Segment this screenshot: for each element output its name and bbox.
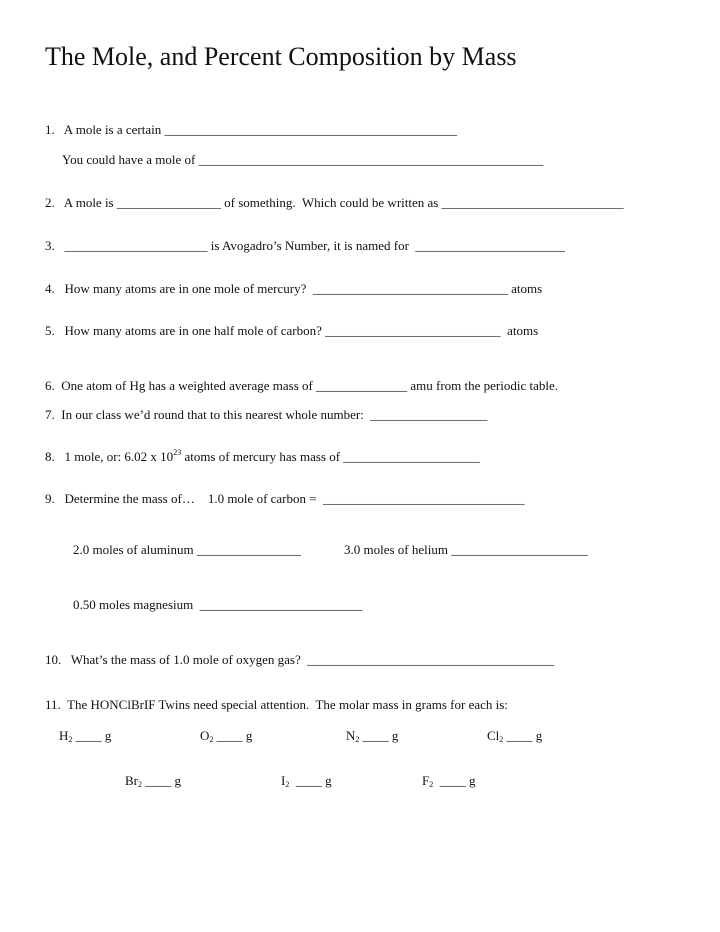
twin-n2 — [346, 728, 398, 744]
question-6: 6. One atom of Hg has a weighted average mass of ______________ amu from the periodic table. — [45, 378, 558, 393]
question-8-end: atoms of mercury has mass of _____________________ — [181, 449, 480, 464]
question-1-followup: You could have a mole of _____________________________________________________ — [62, 152, 544, 167]
question-9-magnesium: 0.50 moles magnesium _________________________ — [73, 597, 363, 612]
element-symbol: H — [59, 728, 69, 743]
question-3: 3. ______________________ is Avogadro’s Number, it is named for _______________________ — [45, 238, 565, 253]
question-8-start: 8. 1 mole, or: 6.02 x 10 — [45, 449, 174, 464]
element-subscript: 2 — [355, 735, 360, 744]
answer-blank: ____ g — [359, 728, 399, 743]
answer-blank: ____ g — [142, 773, 181, 788]
question-5: 5. How many atoms are in one half mole of carbon? ___________________________ atoms — [45, 323, 539, 338]
answer-blank: ____ g — [289, 773, 332, 788]
question-9: 9. Determine the mass of… 1.0 mole of carbon = _______________________________ — [45, 491, 525, 506]
question-9-helium: 3.0 moles of helium _____________________ — [344, 542, 588, 557]
avogadro-exponent: 23 — [173, 448, 182, 457]
question-8 — [45, 449, 480, 465]
answer-blank: ____ g — [503, 728, 543, 743]
element-subscript: 2 — [285, 780, 290, 789]
element-subscript: 2 — [68, 735, 73, 744]
question-7: 7. In our class we’d round that to this nearest whole number: __________________ — [45, 407, 488, 422]
element-symbol: Cl — [487, 728, 500, 743]
element-symbol: I — [281, 773, 286, 788]
question-4: 4. How many atoms are in one mole of mercury? ______________________________ atoms — [45, 281, 543, 296]
element-subscript: 2 — [499, 735, 504, 744]
element-symbol: N — [346, 728, 356, 743]
answer-blank: ____ g — [72, 728, 112, 743]
question-9-aluminum: 2.0 moles of aluminum ________________ — [73, 542, 301, 557]
question-11: 11. The HONClBrIF Twins need special attention. The molar mass in grams for each is: — [45, 697, 508, 712]
answer-blank: ____ g — [433, 773, 476, 788]
element-symbol: O — [200, 728, 210, 743]
question-1: 1. A mole is a certain _____________________________________________ — [45, 122, 458, 137]
element-symbol: F — [422, 773, 430, 788]
answer-blank: ____ g — [213, 728, 253, 743]
twin-i2 — [281, 773, 332, 789]
element-subscript: 2 — [138, 780, 142, 789]
question-2: 2. A mole is ________________ of something. Which could be written as ____________________________ — [45, 195, 624, 210]
twin-cl2 — [487, 728, 542, 744]
page-title: The Mole, and Percent Composition by Mass — [45, 42, 517, 71]
question-10: 10. What’s the mass of 1.0 mole of oxygen gas? ______________________________________ — [45, 652, 555, 667]
twin-o2 — [200, 728, 252, 744]
twin-br2 — [125, 773, 181, 789]
twin-h2 — [59, 728, 111, 744]
element-subscript: 2 — [429, 780, 434, 789]
element-symbol: Br — [125, 773, 138, 788]
element-subscript: 2 — [209, 735, 214, 744]
twin-f2 — [422, 773, 475, 789]
